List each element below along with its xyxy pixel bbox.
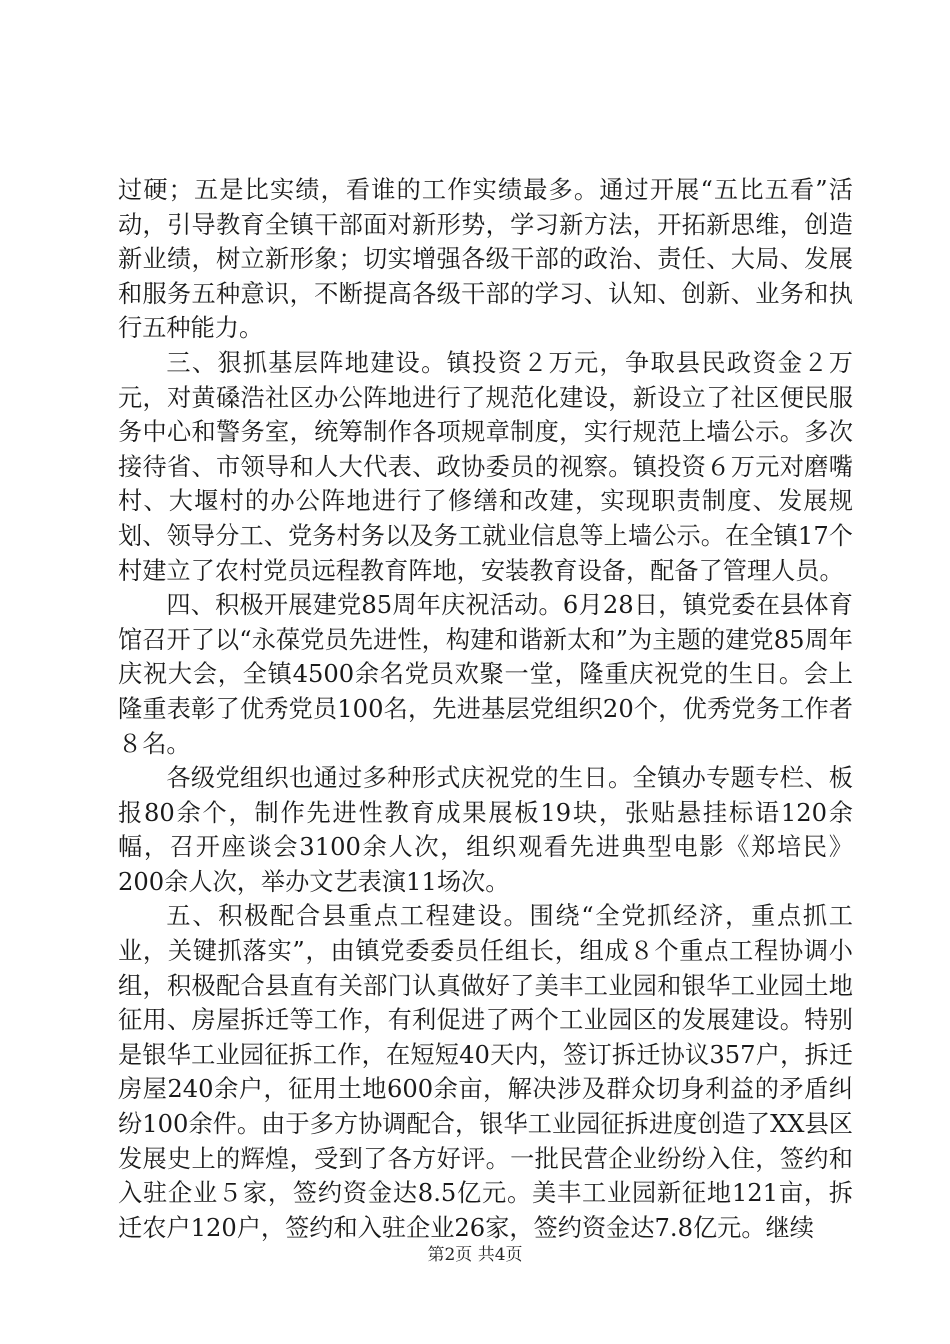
paragraph-2: 三、狠抓基层阵地建设。镇投资２万元，争取县民政资金２万元，对黄磉浩社区办公阵地进行了规范化建设，新设立了社区便民服务中心和警务室，统筹制作各项规章制度，实行规范上墙公示。多次接待省、市领导和人大代表、政协委员的视察。镇投资６万元对磨嘴村、大堰村的办公阵地进行了修缮和改建，实现职责制度、发展规划、领导分工、党务村务以及务工就业信息等上墙公示。在全镇17个村建立了农村党员远程教育阵地，安装教育设备，配备了管理人员。	[118, 348, 853, 585]
paragraph-1: 过硬；五是比实绩，看谁的工作实绩最多。通过开展“五比五看”活动，引导教育全镇干部面对新形势，学习新方法，开拓新思维，创造新业绩，树立新形象；切实增强各级干部的政治、责任、大局、发展和服务五种意识，不断提高各级干部的学习、认知、创新、业务和执行五种能力。	[118, 176, 853, 343]
page-number-footer: 第2页 共4页	[427, 1245, 523, 1265]
paragraph-3: 四、积极开展建党85周年庆祝活动。6月28日，镇党委在县体育馆召开了以“永葆党员先进性，构建和谐新太和”为主题的建党85周年庆祝大会，全镇4500余名党员欢聚一堂，隆重庆祝党的生日。会上隆重表彰了优秀党员100名，先进基层党组织20个，优秀党务工作者８名。	[118, 591, 853, 758]
paragraph-4: 各级党组织也通过多种形式庆祝党的生日。全镇办专题专栏、板报80余个，制作先进性教育成果展板19块，张贴悬挂标语120余幅，召开座谈会3100余人次，组织观看先进典型电影《郑培民》200余人次，举办文艺表演11场次。	[118, 764, 853, 896]
paragraph-5: 五、积极配合县重点工程建设。围绕“全党抓经济，重点抓工业，关键抓落实”，由镇党委委员任组长，组成８个重点工程协调小组，积极配合县直有关部门认真做好了美丰工业园和银华工业园土地征用、房屋拆迁等工作，有利促进了两个工业园区的发展建设。特别是银华工业园征拆工作，在短短40天内，签订拆迁协议357户，拆迁房屋240余户，征用土地600余亩，解决涉及群众切身利益的矛盾纠纷100余件。由于多方协调配合，银华工业园征拆进度创造了XX县区发展史上的辉煌，受到了各方好评。一批民营企业纷纷入住，签约和入驻企业５家，签约资金达8.5亿元。美丰工业园新征地121亩，拆迁农户120户，签约和入驻企业26家，签约资金达7.8亿元。继续	[118, 902, 853, 1242]
document-body	[118, 173, 853, 1245]
